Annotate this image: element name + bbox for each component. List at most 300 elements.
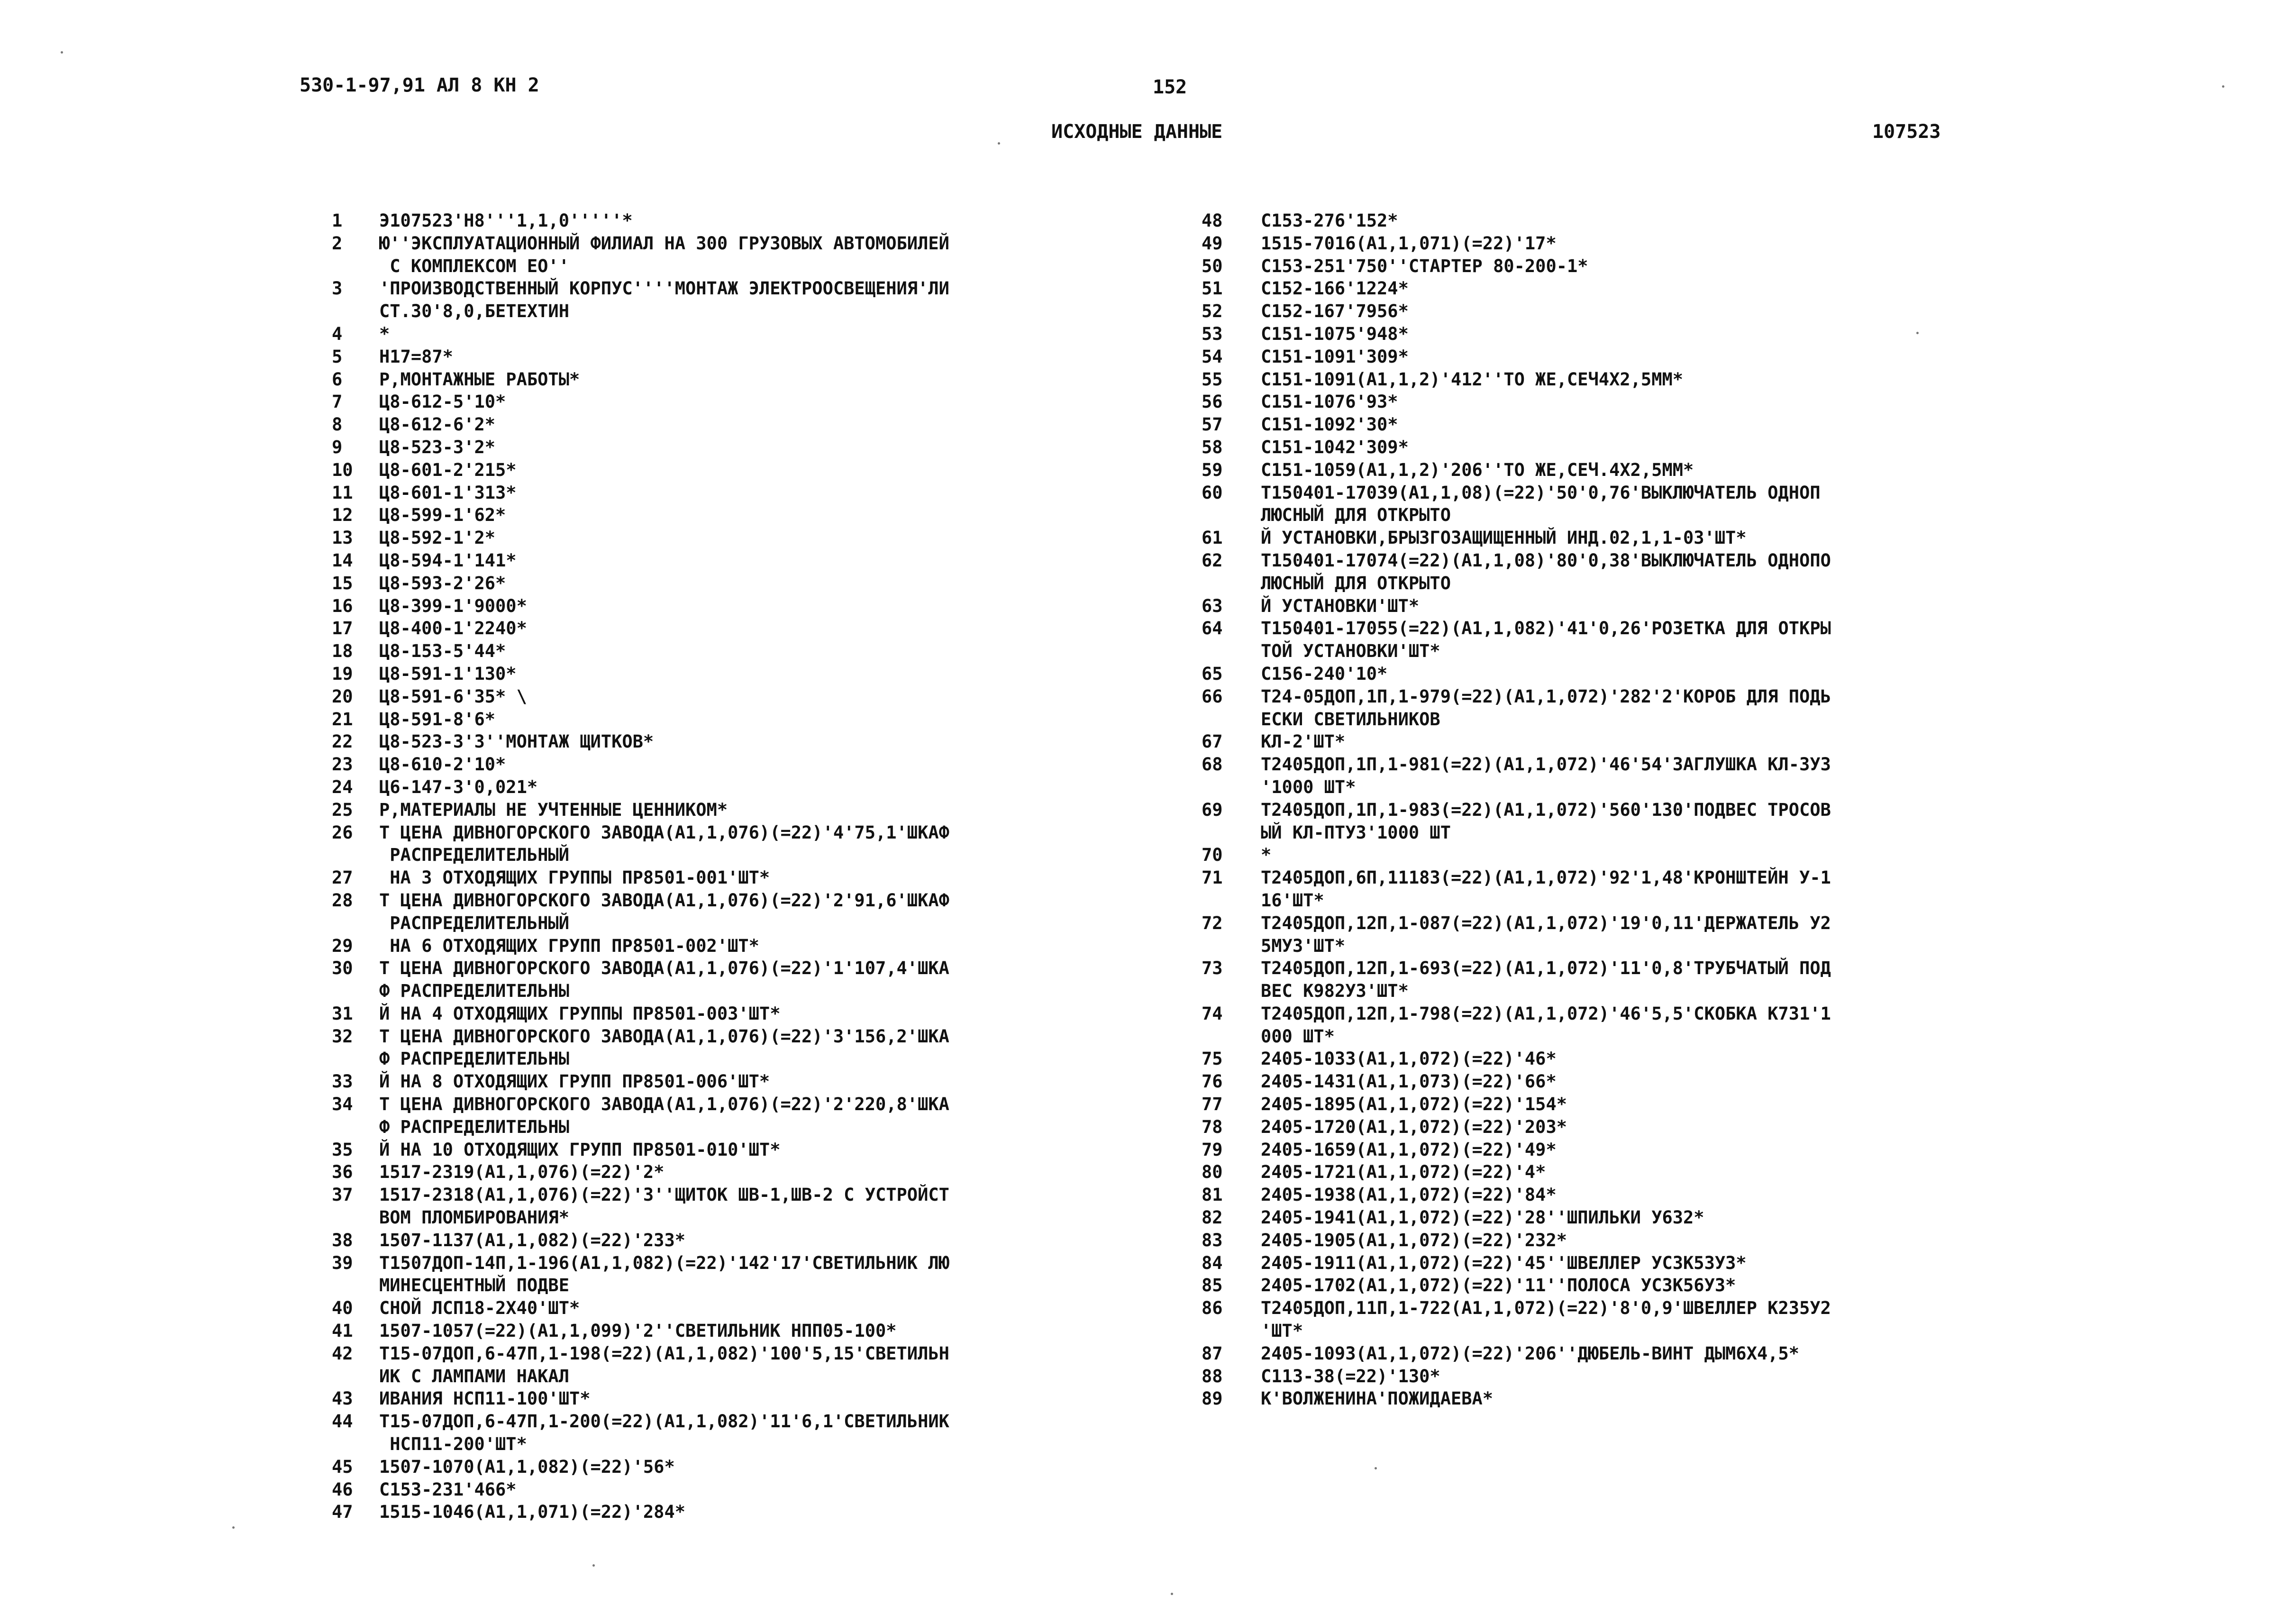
line-number: 29 <box>332 935 353 956</box>
line-text: 2405-1938(А1,1,072)(=22)'84* <box>1261 1185 1557 1205</box>
listing-line <box>1202 753 2026 776</box>
listing-line <box>332 821 1138 844</box>
listing-line <box>1202 821 2026 844</box>
listing-line <box>332 346 1138 368</box>
listing-line <box>332 1410 1138 1433</box>
line-text: Т2405ДОП,12П,1-693(=22)(А1,1,072)'11'0,8'ТРУБЧАТЫЙ ПОД <box>1261 958 1831 979</box>
line-number: 1 <box>332 210 343 231</box>
line-text: Й УСТАНОВКИ,БРЫЗГОЗАЩИЩЕННЫЙ ИНД.02,1,1-03'ШТ* <box>1261 528 1747 548</box>
listing-line <box>1202 1206 2026 1229</box>
line-number: 64 <box>1202 618 1223 639</box>
line-number: 62 <box>1202 550 1223 571</box>
line-number: 18 <box>332 641 353 662</box>
line-number: 89 <box>1202 1388 1223 1409</box>
line-number: 2 <box>332 233 343 254</box>
line-number: 59 <box>1202 459 1223 480</box>
listing-line <box>332 1365 1138 1388</box>
listing-line <box>332 730 1138 753</box>
line-text: Ф РАСПРЕДЕЛИТЕЛЬНЫ <box>379 981 569 1002</box>
line-text: С151-1075'948* <box>1261 323 1409 344</box>
line-number: 15 <box>332 573 353 593</box>
listing-line <box>332 1342 1138 1365</box>
line-text: Й НА 4 ОТХОДЯЩИХ ГРУППЫ ПР8501-003'ШТ* <box>379 1003 781 1024</box>
line-text: ВЕС К982У3'ШТ* <box>1261 981 1409 1002</box>
scan-speck <box>2222 85 2224 88</box>
listing-line <box>1202 504 2026 527</box>
line-number: 3 <box>332 278 343 299</box>
listing-line <box>332 1003 1138 1025</box>
line-text: 1507-1137(А1,1,082)(=22)'233* <box>379 1230 686 1250</box>
line-number: 33 <box>332 1071 353 1092</box>
line-text: ИК С ЛАМПАМИ НАКАЛ <box>379 1366 569 1387</box>
line-number: 58 <box>1202 437 1223 457</box>
listing-line <box>1202 640 2026 663</box>
line-number: 4 <box>332 323 343 344</box>
line-text: 2405-1702(А1,1,072)(=22)'11''ПОЛОСА УС3К56У3* <box>1261 1275 1736 1296</box>
line-text: Т150401-17055(=22)(А1,1,082)'41'0,26'РОЗЕТКА ДЛЯ ОТКРЫ <box>1261 618 1831 639</box>
listing-line <box>1202 436 2026 459</box>
line-text: Т15-07ДОП,6-47П,1-198(=22)(А1,1,082)'100'5,15'СВЕТИЛЬН <box>379 1343 949 1364</box>
line-number: 42 <box>332 1343 353 1364</box>
listing-line <box>1202 708 2026 731</box>
line-text: '1000 ШТ* <box>1261 776 1356 797</box>
line-text: 2405-1720(А1,1,072)(=22)'203* <box>1261 1116 1567 1137</box>
line-text: Т2405ДОП,1П,1-981(=22)(А1,1,072)'46'54'ЗАГЛУШКА КЛ-3У3 <box>1261 754 1831 775</box>
line-text: Ю''ЭКСПЛУАТАЦИОННЫЙ ФИЛИАЛ НА 300 ГРУЗОВЫХ АВТОМОБИЛЕЙ <box>379 233 949 254</box>
listing-line <box>1202 1139 2026 1161</box>
listing-column-right <box>1202 210 2026 1410</box>
line-text: С156-240'10* <box>1261 663 1388 684</box>
line-text: Т2405ДОП,11П,1-722(А1,1,072)(=22)'8'0,9'ШВЕЛЛЕР К235У2 <box>1261 1298 1831 1319</box>
line-text: КЛ-2'ШТ* <box>1261 731 1346 752</box>
line-text: СНОЙ ЛСП18-2Х40'ШТ* <box>379 1298 580 1319</box>
line-number: 61 <box>1202 528 1223 548</box>
line-number: 9 <box>332 437 343 457</box>
listing-line <box>332 663 1138 685</box>
line-number: 44 <box>332 1411 353 1432</box>
listing-line <box>1202 663 2026 685</box>
listing-line <box>332 1206 1138 1229</box>
line-number: 63 <box>1202 595 1223 616</box>
listing-line <box>332 323 1138 346</box>
line-text: С152-167'7956* <box>1261 301 1409 322</box>
listing-line <box>1202 1093 2026 1116</box>
line-number: 83 <box>1202 1230 1223 1250</box>
listing-line <box>1202 391 2026 413</box>
listing-line <box>1202 1342 2026 1365</box>
listing-line <box>1202 1274 2026 1297</box>
line-text: Т ЦЕНА ДИВНОГОРСКОГО ЗАВОДА(А1,1,076)(=22)'1'107,4'ШКА <box>379 958 949 979</box>
listing-line <box>332 844 1138 867</box>
line-text: 2405-1905(А1,1,072)(=22)'232* <box>1261 1230 1567 1250</box>
line-text: Ц8-610-2'10* <box>379 754 506 775</box>
line-text: 2405-1911(А1,1,072)(=22)'45''ШВЕЛЛЕР УС3К53У3* <box>1261 1252 1747 1273</box>
line-text: Й НА 8 ОТХОДЯЩИХ ГРУПП ПР8501-006'ШТ* <box>379 1071 770 1092</box>
line-number: 51 <box>1202 278 1223 299</box>
line-number: 41 <box>332 1321 353 1341</box>
listing-line <box>1202 1048 2026 1070</box>
listing-line <box>1202 844 2026 867</box>
line-text: Й НА 10 ОТХОДЯЩИХ ГРУПП ПР8501-010'ШТ* <box>379 1139 781 1160</box>
listing-line <box>332 1161 1138 1184</box>
listing-line <box>1202 957 2026 980</box>
line-text: СТ.30'8,0,БЕТЕХТИН <box>379 301 569 322</box>
listing-line <box>1202 1229 2026 1252</box>
line-number: 16 <box>332 595 353 616</box>
line-text: 'ПРОИЗВОДСТВЕННЫЙ КОРПУС''''МОНТАЖ ЭЛЕКТРООСВЕЩЕНИЯ'ЛИ <box>379 278 949 299</box>
line-text: С151-1092'30* <box>1261 414 1398 435</box>
line-number: 43 <box>332 1388 353 1409</box>
line-number: 36 <box>332 1162 353 1183</box>
listing-line <box>332 1048 1138 1070</box>
listing-line <box>332 1025 1138 1048</box>
listing-line <box>1202 527 2026 549</box>
line-number: 60 <box>1202 482 1223 503</box>
line-text: С152-166'1224* <box>1261 278 1409 299</box>
line-number: 6 <box>332 369 343 390</box>
line-number: 17 <box>332 618 353 639</box>
line-number: 53 <box>1202 323 1223 344</box>
listing-line <box>1202 1070 2026 1093</box>
scan-speck <box>61 51 63 54</box>
listing-line <box>332 912 1138 935</box>
listing-line <box>332 753 1138 776</box>
line-text: 1507-1070(А1,1,082)(=22)'56* <box>379 1456 675 1477</box>
listing-line <box>1202 1252 2026 1275</box>
line-text: НА 3 ОТХОДЯЩИХ ГРУППЫ ПР8501-001'ШТ* <box>379 867 770 888</box>
line-number: 26 <box>332 822 353 843</box>
listing-line <box>332 572 1138 595</box>
listing-line <box>332 210 1138 232</box>
listing-line <box>332 867 1138 889</box>
line-text: НСП11-200'ШТ* <box>379 1434 527 1455</box>
listing-line <box>332 1093 1138 1116</box>
line-text: ТОЙ УСТАНОВКИ'ШТ* <box>1261 641 1440 662</box>
line-text: Т15-07ДОП,6-47П,1-200(=22)(А1,1,082)'11'6,1'СВЕТИЛЬНИК <box>379 1411 949 1432</box>
listing-line <box>1202 1387 2026 1410</box>
listing-line <box>1202 685 2026 708</box>
line-number: 22 <box>332 731 353 752</box>
line-text: Ц8-601-2'215* <box>379 459 517 480</box>
line-number: 34 <box>332 1094 353 1115</box>
line-text: С153-276'152* <box>1261 210 1398 231</box>
listing-line <box>1202 1320 2026 1342</box>
listing-line <box>332 232 1138 255</box>
listing-line <box>1202 935 2026 958</box>
listing-column-left <box>332 210 1138 1524</box>
line-number: 76 <box>1202 1071 1223 1092</box>
listing-line <box>1202 277 2026 300</box>
listing-line <box>1202 210 2026 232</box>
listing-line <box>332 685 1138 708</box>
line-number: 57 <box>1202 414 1223 435</box>
listing-line <box>1202 1161 2026 1184</box>
page-title: ИСХОДНЫЕ ДАННЫЕ <box>1051 121 1223 143</box>
line-number: 40 <box>332 1298 353 1319</box>
line-text: 1515-7016(А1,1,071)(=22)'17* <box>1261 233 1557 254</box>
line-text: Т2405ДОП,6П,11183(=22)(А1,1,072)'92'1,48'КРОНШТЕЙН У-1 <box>1261 867 1831 888</box>
line-number: 72 <box>1202 912 1223 933</box>
listing-line <box>1202 549 2026 572</box>
line-number: 56 <box>1202 392 1223 412</box>
line-number: 85 <box>1202 1275 1223 1296</box>
scan-speck <box>1916 332 1919 334</box>
line-number: 68 <box>1202 754 1223 775</box>
listing-line <box>332 459 1138 482</box>
line-text: Т2405ДОП,12П,1-798(=22)(А1,1,072)'46'5,5'СКОБКА К731'1 <box>1261 1003 1831 1024</box>
line-text: Н17=87* <box>379 346 453 367</box>
line-number: 12 <box>332 505 353 526</box>
line-number: 88 <box>1202 1366 1223 1387</box>
line-text: 000 ШТ* <box>1261 1026 1335 1047</box>
line-text: Ц8-400-1'2240* <box>379 618 527 639</box>
listing-line <box>1202 255 2026 278</box>
listing-line <box>332 980 1138 1003</box>
line-text: 1507-1057(=22)(А1,1,099)'2''СВЕТИЛЬНИК НПП05-100* <box>379 1321 897 1341</box>
line-text: Ф РАСПРЕДЕЛИТЕЛЬНЫ <box>379 1049 569 1069</box>
listing-line <box>332 549 1138 572</box>
line-text: Ц8-612-5'10* <box>379 392 506 412</box>
listing-line <box>1202 413 2026 436</box>
listing-line <box>1202 232 2026 255</box>
line-text: РАСПРЕДЕЛИТЕЛЬНЫЙ <box>379 912 569 933</box>
listing-line <box>1202 889 2026 912</box>
document-code: 530-1-97,91 АЛ 8 КН 2 <box>300 74 539 96</box>
line-text: 2405-1941(А1,1,072)(=22)'28''ШПИЛЬКИ У632* <box>1261 1207 1704 1228</box>
line-text: Ц6-147-3'0,021* <box>379 776 538 797</box>
listing-line <box>332 1229 1138 1252</box>
listing-line <box>332 1387 1138 1410</box>
listing-line <box>332 935 1138 958</box>
listing-line <box>332 1139 1138 1161</box>
line-number: 30 <box>332 958 353 979</box>
listing-line <box>332 957 1138 980</box>
listing-line <box>1202 1116 2026 1139</box>
line-number: 87 <box>1202 1343 1223 1364</box>
line-number: 19 <box>332 663 353 684</box>
line-text: Ц8-591-8'6* <box>379 709 496 730</box>
scan-speck <box>1375 1467 1377 1469</box>
listing-line <box>332 1184 1138 1206</box>
listing-line <box>1202 980 2026 1003</box>
listing-line <box>1202 1003 2026 1025</box>
line-text: Ц8-593-2'26* <box>379 573 506 593</box>
listing-line <box>332 1297 1138 1320</box>
line-number: 86 <box>1202 1298 1223 1319</box>
line-text: Т ЦЕНА ДИВНОГОРСКОГО ЗАВОДА(А1,1,076)(=22)'2'220,8'ШКА <box>379 1094 949 1115</box>
line-text: С151-1076'93* <box>1261 392 1398 412</box>
line-text: С КОМПЛЕКСОМ ЕО'' <box>379 255 569 276</box>
line-text: ЛЮСНЫЙ ДЛЯ ОТКРЫТО <box>1261 505 1451 526</box>
line-number: 5 <box>332 346 343 367</box>
line-text: ЛЮСНЫЙ ДЛЯ ОТКРЫТО <box>1261 573 1451 593</box>
line-text: 1517-2319(А1,1,076)(=22)'2* <box>379 1162 665 1183</box>
listing-line <box>332 1070 1138 1093</box>
line-text: С151-1042'309* <box>1261 437 1409 457</box>
line-number: 13 <box>332 528 353 548</box>
listing-line <box>1202 730 2026 753</box>
listing-line <box>332 640 1138 663</box>
line-text: 'ШТ* <box>1261 1321 1303 1341</box>
line-text: * <box>379 323 390 344</box>
listing-line <box>332 527 1138 549</box>
line-text: С153-231'466* <box>379 1479 517 1500</box>
listing-line <box>332 776 1138 799</box>
line-number: 50 <box>1202 255 1223 276</box>
line-number: 80 <box>1202 1162 1223 1183</box>
line-text: Т ЦЕНА ДИВНОГОРСКОГО ЗАВОДА(А1,1,076)(=22)'4'75,1'ШКАФ <box>379 822 949 843</box>
line-text: К'ВОЛЖЕНИНА'ПОЖИДАЕВА* <box>1261 1388 1494 1409</box>
line-number: 82 <box>1202 1207 1223 1228</box>
line-text: С113-38(=22)'130* <box>1261 1366 1440 1387</box>
listing-line <box>1202 368 2026 391</box>
line-number: 7 <box>332 392 343 412</box>
line-number: 39 <box>332 1252 353 1273</box>
listing-line <box>332 300 1138 323</box>
scan-speck <box>232 1526 235 1529</box>
listing-line <box>332 391 1138 413</box>
line-text: Т2405ДОП,12П,1-087(=22)(А1,1,072)'19'0,11'ДЕРЖАТЕЛЬ У2 <box>1261 912 1831 933</box>
line-number: 70 <box>1202 845 1223 866</box>
listing-line <box>332 1433 1138 1456</box>
line-number: 35 <box>332 1139 353 1160</box>
listing-line <box>1202 776 2026 799</box>
line-number: 24 <box>332 776 353 797</box>
listing-line <box>332 1456 1138 1478</box>
listing-line <box>332 1116 1138 1139</box>
line-number: 27 <box>332 867 353 888</box>
listing-line <box>1202 617 2026 640</box>
listing-line <box>1202 300 2026 323</box>
line-number: 77 <box>1202 1094 1223 1115</box>
line-text: Э107523'Н8'''1,1,0'''''* <box>379 210 633 231</box>
line-number: 71 <box>1202 867 1223 888</box>
line-text: Ц8-594-1'141* <box>379 550 517 571</box>
line-text: 2405-1659(А1,1,072)(=22)'49* <box>1261 1139 1557 1160</box>
line-number: 38 <box>332 1230 353 1250</box>
line-text: * <box>1261 845 1272 866</box>
line-text: Ц8-601-1'313* <box>379 482 517 503</box>
line-text: С153-251'750''СТАРТЕР 80-200-1* <box>1261 255 1588 276</box>
line-number: 55 <box>1202 369 1223 390</box>
line-text: ИВАНИЯ НСП11-100'ШТ* <box>379 1388 591 1409</box>
line-text: ЫЙ КЛ-ПТУ3'1000 ШТ <box>1261 822 1451 843</box>
line-text: 2405-1431(А1,1,073)(=22)'66* <box>1261 1071 1557 1092</box>
line-text: 2405-1033(А1,1,072)(=22)'46* <box>1261 1049 1557 1069</box>
line-number: 75 <box>1202 1049 1223 1069</box>
listing-line <box>1202 1025 2026 1048</box>
line-text: 2405-1721(А1,1,072)(=22)'4* <box>1261 1162 1546 1183</box>
line-text: С151-1091'309* <box>1261 346 1409 367</box>
line-number: 78 <box>1202 1116 1223 1137</box>
listing-line <box>1202 459 2026 482</box>
listing-line <box>1202 323 2026 346</box>
line-number: 10 <box>332 459 353 480</box>
listing-line <box>332 413 1138 436</box>
line-number: 47 <box>332 1502 353 1523</box>
line-text: Т150401-17039(А1,1,08)(=22)'50'0,76'ВЫКЛЮЧАТЕЛЬ ОДНОП <box>1261 482 1821 503</box>
line-number: 14 <box>332 550 353 571</box>
line-number: 54 <box>1202 346 1223 367</box>
line-number: 81 <box>1202 1185 1223 1205</box>
listing-line <box>332 504 1138 527</box>
line-number: 8 <box>332 414 343 435</box>
line-number: 32 <box>332 1026 353 1047</box>
line-number: 25 <box>332 799 353 820</box>
listing-line <box>1202 572 2026 595</box>
line-number: 69 <box>1202 799 1223 820</box>
scan-speck <box>592 1564 595 1567</box>
listing-line <box>1202 1184 2026 1206</box>
listing-line <box>332 277 1138 300</box>
line-text: С151-1059(А1,1,2)'206''ТО ЖЕ,СЕЧ.4Х2,5ММ* <box>1261 459 1694 480</box>
line-text: Й УСТАНОВКИ'ШТ* <box>1261 595 1420 616</box>
listing-line <box>332 708 1138 731</box>
line-text: Ц8-599-1'62* <box>379 505 506 526</box>
line-number: 73 <box>1202 958 1223 979</box>
page-number: 152 <box>1153 76 1187 98</box>
listing-line <box>1202 482 2026 504</box>
line-text: ВОМ ПЛОМБИРОВАНИЯ* <box>379 1207 569 1228</box>
line-text: Р,МОНТАЖНЫЕ РАБОТЫ* <box>379 369 580 390</box>
line-text: Т ЦЕНА ДИВНОГОРСКОГО ЗАВОДА(А1,1,076)(=22)'3'156,2'ШКА <box>379 1026 949 1047</box>
listing-line <box>332 436 1138 459</box>
line-text: Ц8-591-6'35* \ <box>379 686 527 707</box>
listing-line <box>332 255 1138 278</box>
listing-line <box>332 1274 1138 1297</box>
line-text: С151-1091(А1,1,2)'412''ТО ЖЕ,СЕЧ4Х2,5ММ* <box>1261 369 1684 390</box>
line-text: РАСПРЕДЕЛИТЕЛЬНЫЙ <box>379 845 569 866</box>
line-text: Ф РАСПРЕДЕЛИТЕЛЬНЫ <box>379 1116 569 1137</box>
listing-line <box>332 1252 1138 1275</box>
listing-line <box>1202 346 2026 368</box>
line-number: 45 <box>332 1456 353 1477</box>
line-text: 1517-2318(А1,1,076)(=22)'3''ЩИТОК ШВ-1,ШВ-2 С УСТРОЙСТ <box>379 1185 949 1205</box>
listing-line <box>332 482 1138 504</box>
line-text: Т1507ДОП-14П,1-196(А1,1,082)(=22)'142'17'СВЕТИЛЬНИК ЛЮ <box>379 1252 949 1273</box>
document-number: 107523 <box>1872 121 1941 143</box>
line-text: Р,МАТЕРИАЛЫ НЕ УЧТЕННЫЕ ЦЕННИКОМ* <box>379 799 728 820</box>
listing-line <box>332 1478 1138 1501</box>
line-number: 23 <box>332 754 353 775</box>
line-text: Ц8-153-5'44* <box>379 641 506 662</box>
line-number: 31 <box>332 1003 353 1024</box>
line-text: Ц8-523-3'2* <box>379 437 496 457</box>
line-text: МИНЕСЦЕНТНЫЙ ПОДВЕ <box>379 1275 569 1296</box>
listing-line <box>332 368 1138 391</box>
line-text: Т150401-17074(=22)(А1,1,08)'80'0,38'ВЫКЛЮЧАТЕЛЬ ОДНОПО <box>1261 550 1831 571</box>
line-number: 46 <box>332 1479 353 1500</box>
scan-speck <box>998 142 1000 145</box>
line-text: Т2405ДОП,1П,1-983(=22)(А1,1,072)'560'130'ПОДВЕС ТРОСОВ <box>1261 799 1831 820</box>
listing-line <box>332 1320 1138 1342</box>
line-number: 37 <box>332 1185 353 1205</box>
line-text: 5МУ3'ШТ* <box>1261 935 1346 956</box>
listing-line <box>1202 1365 2026 1388</box>
line-number: 48 <box>1202 210 1223 231</box>
listing-line <box>1202 595 2026 618</box>
line-number: 28 <box>332 890 353 911</box>
line-number: 66 <box>1202 686 1223 707</box>
line-number: 20 <box>332 686 353 707</box>
line-text: 2405-1895(А1,1,072)(=22)'154* <box>1261 1094 1567 1115</box>
line-number: 21 <box>332 709 353 730</box>
line-number: 79 <box>1202 1139 1223 1160</box>
line-text: Ц8-523-3'3''МОНТАЖ ЩИТКОВ* <box>379 731 654 752</box>
line-text: 16'ШТ* <box>1261 890 1324 911</box>
line-text: Т24-05ДОП,1П,1-979(=22)(А1,1,072)'282'2'КОРОБ ДЛЯ ПОДЬ <box>1261 686 1831 707</box>
listing-line <box>1202 1297 2026 1320</box>
